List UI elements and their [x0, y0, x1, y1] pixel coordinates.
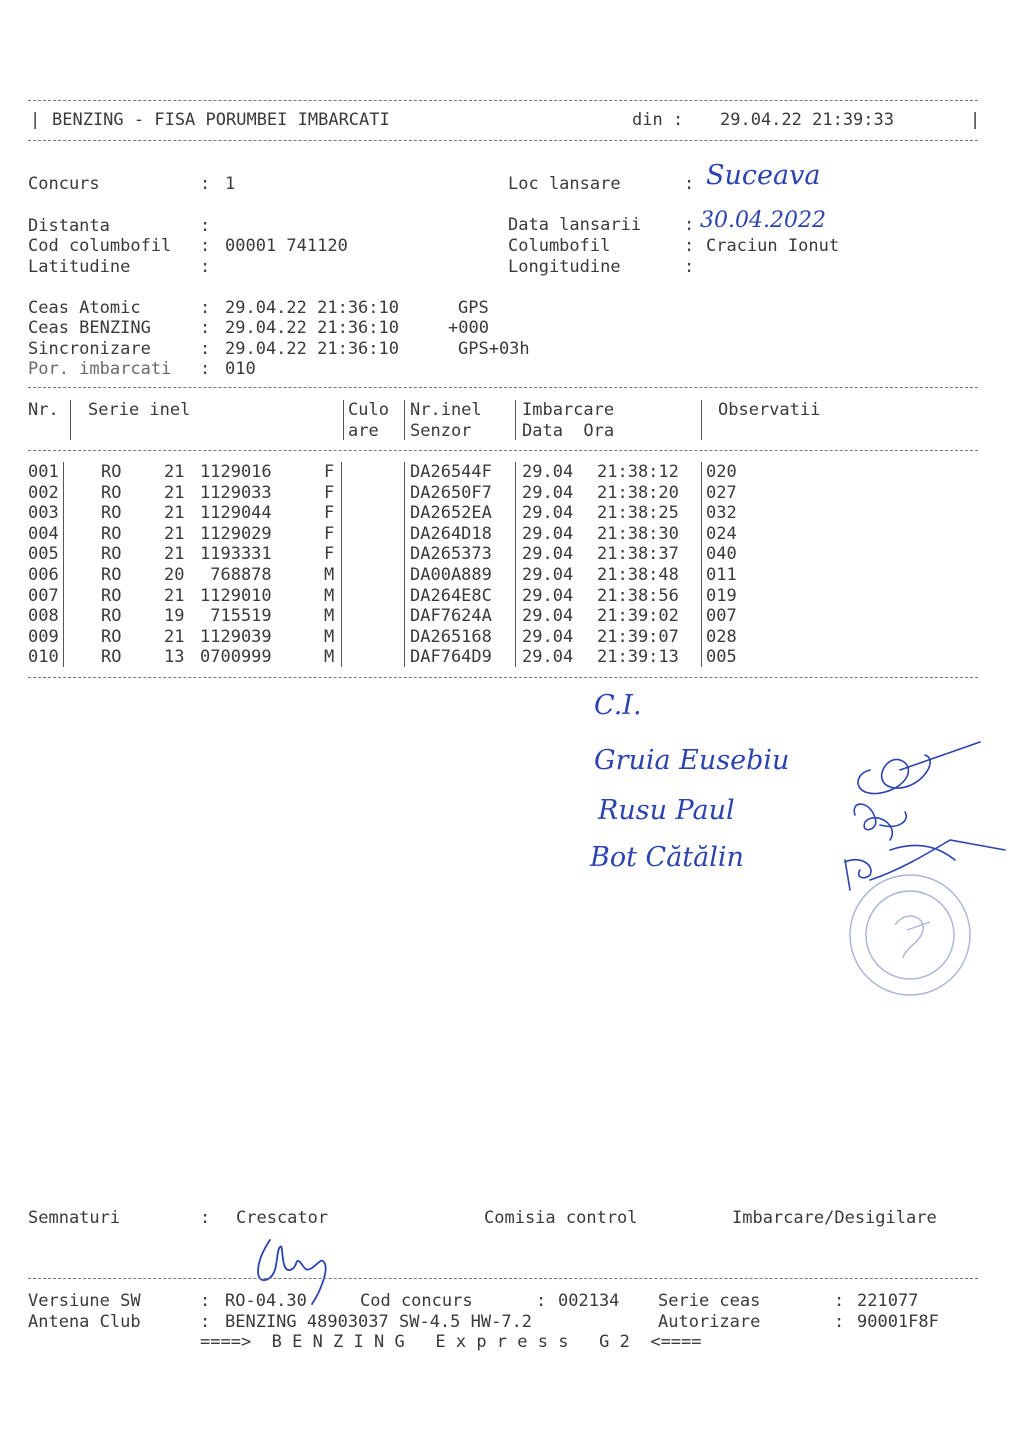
row-nr-cell: 008	[28, 606, 59, 627]
row-time-cell: 21:38:25	[597, 503, 679, 524]
row-yr-cell: 21	[164, 482, 185, 503]
row-obs-cell: 019	[706, 585, 737, 606]
data-lansarii-value: 30.04.2022	[700, 208, 826, 233]
header-bar-left: |	[30, 110, 41, 130]
row-obs-cell: 024	[706, 523, 737, 544]
row-obs-cell: 040	[706, 544, 737, 565]
row-cc-cell: RO	[101, 482, 122, 503]
row-yr-cell: 21	[164, 585, 185, 606]
row-obs-cell: 032	[706, 503, 737, 524]
handwritten-name-3: Bot Cătălin	[590, 842, 744, 873]
colon: :	[684, 257, 695, 277]
row-num-cell: 0700999	[200, 647, 272, 668]
colon: :	[684, 215, 695, 235]
cod-concurs-value: 002134	[558, 1291, 620, 1311]
row-time-cell: 21:38:48	[597, 565, 679, 585]
header-top-rule	[28, 100, 978, 101]
row-yr-cell: 21	[164, 626, 185, 647]
row-num-cell: 1129010	[200, 585, 272, 606]
sincronizare-label: Sincronizare	[28, 339, 151, 359]
header-divider	[70, 400, 71, 440]
colon: :	[684, 236, 695, 256]
row-sex-cell: M	[324, 565, 335, 585]
row-sex-cell: F	[324, 462, 335, 482]
row-num-cell: 768878	[200, 565, 272, 585]
concurs-value: 1	[225, 174, 236, 194]
table-header-rule	[28, 450, 978, 451]
row-cc-cell: RO	[101, 606, 122, 627]
versiune-sw-value: RO-04.30	[225, 1291, 307, 1311]
row-divider	[341, 462, 342, 667]
row-nr-cell: 010	[28, 647, 59, 668]
row-num-cell: 1129029	[200, 523, 272, 544]
longitudine-label: Longitudine	[508, 257, 621, 277]
row-nr-cell: 009	[28, 626, 59, 647]
row-cc-cell: RO	[101, 544, 122, 565]
por-imbarcati-label: Por. imbarcati	[28, 359, 172, 379]
row-divider	[404, 462, 405, 667]
cod-concurs-label: Cod concurs	[360, 1291, 473, 1311]
row-time-cell: 21:38:37	[597, 544, 679, 565]
row-date-cell: 29.04	[522, 523, 574, 544]
row-sex-cell: F	[324, 503, 335, 524]
row-time-cell: 21:38:12	[597, 462, 679, 482]
columbofil-label: Columbofil	[508, 236, 611, 256]
row-sensor-cell: DA00A889	[410, 565, 492, 585]
handwritten-ci: C.I.	[594, 690, 642, 721]
table-top-rule	[28, 387, 978, 388]
loc-lansare-label: Loc lansare	[508, 174, 621, 194]
row-sex-cell: M	[324, 585, 335, 606]
row-nr-cell: 001	[28, 462, 59, 482]
col-serie-header: Serie inel	[88, 400, 191, 420]
header-bottom-rule	[28, 140, 978, 141]
table-bottom-rule	[28, 677, 978, 678]
colon: :	[200, 339, 211, 359]
row-num-cell: 715519	[200, 606, 272, 627]
col-culoare-header-2: are	[348, 421, 379, 441]
ceas-atomic-value: 29.04.22 21:36:10	[225, 298, 399, 318]
col-nrinel-header-2: Senzor	[410, 421, 472, 441]
club-stamp	[845, 870, 975, 1000]
col-observatii-header: Observatii	[718, 400, 821, 420]
header-divider	[343, 400, 344, 440]
data-lansarii-label: Data lansarii	[508, 215, 642, 235]
header-divider	[515, 400, 516, 440]
header-divider	[404, 400, 405, 440]
colon: :	[200, 174, 211, 194]
row-cc-cell: RO	[101, 462, 122, 482]
row-sensor-cell: DA265373	[410, 544, 492, 565]
sincronizare-source: GPS+03h	[458, 339, 530, 359]
row-divider	[515, 462, 516, 667]
row-sex-cell: F	[324, 544, 335, 565]
row-time-cell: 21:39:13	[597, 647, 679, 668]
semnaturi-label: Semnaturi	[28, 1208, 121, 1228]
row-sensor-cell: DAF7624A	[410, 606, 492, 627]
ceas-benzing-label: Ceas BENZING	[28, 318, 151, 338]
row-obs-cell: 005	[706, 647, 737, 668]
autorizare-label: Autorizare	[658, 1312, 761, 1332]
row-sensor-cell: DA26544F	[410, 462, 492, 482]
row-obs-cell: 007	[706, 606, 737, 627]
colon: :	[536, 1291, 547, 1311]
ceas-benzing-offset: +000	[448, 318, 489, 338]
colon: :	[684, 174, 695, 194]
colon: :	[200, 359, 211, 379]
row-sensor-cell: DA264D18	[410, 523, 492, 544]
concurs-label: Concurs	[28, 174, 100, 194]
row-num-cell: 1129016	[200, 462, 272, 482]
row-time-cell: 21:38:30	[597, 523, 679, 544]
cod-columbofil-value: 00001 741120	[225, 236, 348, 256]
crescator-label: Crescator	[236, 1208, 329, 1228]
row-sensor-cell: DA264E8C	[410, 585, 492, 606]
document-title: BENZING - FISA PORUMBEI IMBARCATI	[52, 110, 390, 130]
versiune-sw-label: Versiune SW	[28, 1291, 141, 1311]
row-obs-cell: 028	[706, 626, 737, 647]
colon: :	[200, 257, 211, 277]
row-sensor-cell: DA2650F7	[410, 482, 492, 503]
row-time-cell: 21:38:56	[597, 585, 679, 606]
row-yr-cell: 19	[164, 606, 185, 627]
row-nr-cell: 002	[28, 482, 59, 503]
colon: :	[200, 216, 211, 236]
row-sex-cell: F	[324, 482, 335, 503]
row-yr-cell: 21	[164, 544, 185, 565]
autorizare-value: 90001F8F	[857, 1312, 939, 1332]
row-nr-cell: 003	[28, 503, 59, 524]
row-time-cell: 21:38:20	[597, 482, 679, 503]
colon: :	[200, 298, 211, 318]
columbofil-value: Craciun Ionut	[706, 236, 840, 256]
row-date-cell: 29.04	[522, 626, 574, 647]
colon: :	[200, 1291, 211, 1311]
row-num-cell: 1129039	[200, 626, 272, 647]
din-value: 29.04.22 21:39:33	[720, 110, 894, 130]
handwritten-name-1: Gruia Eusebiu	[594, 745, 790, 776]
row-sex-cell: M	[324, 647, 335, 668]
colon: :	[200, 236, 211, 256]
row-yr-cell: 21	[164, 462, 185, 482]
din-label: din :	[632, 110, 684, 130]
row-cc-cell: RO	[101, 626, 122, 647]
row-date-cell: 29.04	[522, 482, 574, 503]
col-imbarcare-header-1: Imbarcare	[522, 400, 615, 420]
cod-columbofil-label: Cod columbofil	[28, 236, 172, 256]
serie-ceas-value: 221077	[857, 1291, 919, 1311]
row-sex-cell: M	[324, 606, 335, 627]
row-yr-cell: 20	[164, 565, 185, 585]
row-num-cell: 1129033	[200, 482, 272, 503]
colon: :	[200, 318, 211, 338]
row-nr-cell: 007	[28, 585, 59, 606]
row-num-cell: 1129044	[200, 503, 272, 524]
row-divider	[701, 462, 702, 667]
ceas-atomic-source: GPS	[458, 298, 489, 318]
row-date-cell: 29.04	[522, 647, 574, 668]
row-nr-cell: 004	[28, 523, 59, 544]
row-yr-cell: 21	[164, 503, 185, 524]
latitudine-label: Latitudine	[28, 257, 131, 277]
row-obs-cell: 020	[706, 462, 737, 482]
loc-lansare-value: Suceava	[706, 160, 821, 191]
row-time-cell: 21:39:07	[597, 626, 679, 647]
colon: :	[834, 1312, 845, 1332]
row-date-cell: 29.04	[522, 462, 574, 482]
por-imbarcati-value: 010	[225, 359, 256, 379]
sincronizare-value: 29.04.22 21:36:10	[225, 339, 399, 359]
row-nr-cell: 005	[28, 544, 59, 565]
serie-ceas-label: Serie ceas	[658, 1291, 761, 1311]
row-nr-cell: 006	[28, 565, 59, 585]
imbarcare-desigilare-label: Imbarcare/Desigilare	[732, 1208, 937, 1228]
row-date-cell: 29.04	[522, 503, 574, 524]
row-date-cell: 29.04	[522, 585, 574, 606]
benzing-express-banner: ====> B E N Z I N G E x p r e s s G 2 <====	[200, 1332, 702, 1352]
header-divider	[701, 400, 702, 440]
row-cc-cell: RO	[101, 585, 122, 606]
row-num-cell: 1193331	[200, 544, 272, 565]
row-obs-cell: 011	[706, 565, 737, 585]
comisia-control-label: Comisia control	[484, 1208, 638, 1228]
row-cc-cell: RO	[101, 647, 122, 668]
row-cc-cell: RO	[101, 523, 122, 544]
row-time-cell: 21:39:02	[597, 606, 679, 627]
col-imbarcare-header-2: Data Ora	[522, 421, 615, 441]
row-date-cell: 29.04	[522, 606, 574, 627]
row-sensor-cell: DA2652EA	[410, 503, 492, 524]
row-yr-cell: 13	[164, 647, 185, 668]
row-date-cell: 29.04	[522, 565, 574, 585]
antena-club-value: BENZING 48903037 SW-4.5 HW-7.2	[225, 1312, 533, 1332]
distanta-label: Distanta	[28, 216, 110, 236]
row-sensor-cell: DAF764D9	[410, 647, 492, 668]
row-yr-cell: 21	[164, 523, 185, 544]
colon: :	[200, 1312, 211, 1332]
row-cc-cell: RO	[101, 565, 122, 585]
row-sex-cell: F	[324, 523, 335, 544]
row-date-cell: 29.04	[522, 544, 574, 565]
row-cc-cell: RO	[101, 503, 122, 524]
row-obs-cell: 027	[706, 482, 737, 503]
row-sex-cell: M	[324, 626, 335, 647]
row-divider	[63, 462, 64, 667]
colon: :	[200, 1208, 211, 1228]
col-culoare-header-1: Culo	[348, 400, 389, 420]
row-sensor-cell: DA265168	[410, 626, 492, 647]
col-nrinel-header-1: Nr.inel	[410, 400, 482, 420]
antena-club-label: Antena Club	[28, 1312, 141, 1332]
colon: :	[834, 1291, 845, 1311]
col-nr-header: Nr.	[28, 400, 59, 420]
footer-rule	[28, 1278, 978, 1279]
handwritten-name-2: Rusu Paul	[598, 795, 735, 826]
ceas-atomic-label: Ceas Atomic	[28, 298, 141, 318]
ceas-benzing-value: 29.04.22 21:36:10	[225, 318, 399, 338]
header-bar-right: |	[970, 110, 981, 130]
